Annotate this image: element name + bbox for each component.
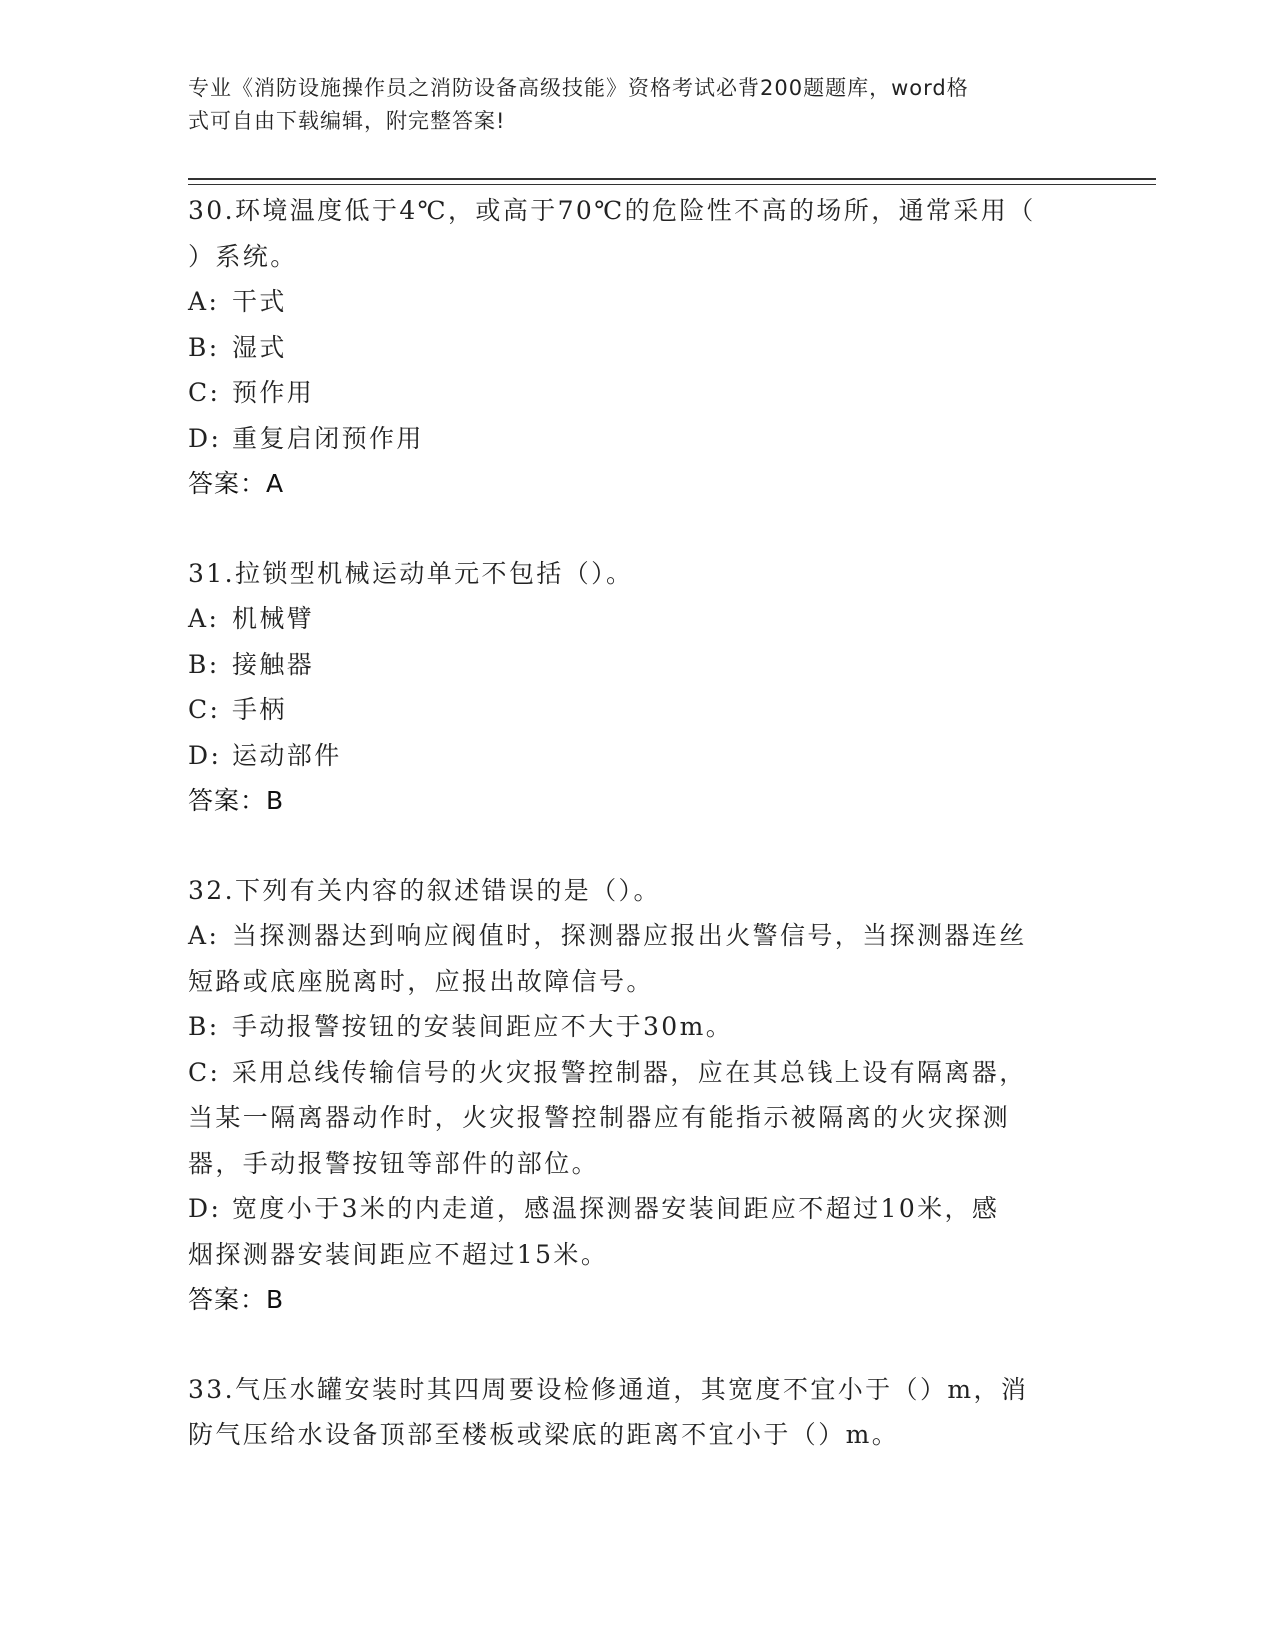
question-block (188, 1367, 1088, 1458)
option-letter: C: (188, 378, 221, 407)
question-block (188, 188, 1088, 507)
option-letter: B: (188, 1012, 220, 1041)
option-letter: A: (188, 604, 220, 633)
header-divider-thin (188, 184, 1156, 185)
answer-label: 答案：B (188, 1285, 285, 1314)
option-text: 接触器 (232, 649, 315, 679)
option-letter: D: (188, 1194, 222, 1223)
option-letter: B: (188, 649, 220, 679)
option-letter: D: (188, 423, 222, 453)
question-list (188, 188, 1088, 1502)
question-stem-line: 33.气压水罐安装时其四周要设检修通道，其宽度不宜小于（）m，消 (188, 1374, 1029, 1404)
question-stem-line: ）系统。 (188, 241, 298, 271)
option-text: 手动报警按钮的安装间距应不大于30m。 (232, 1012, 734, 1041)
option-row (188, 1050, 1088, 1096)
option-letter: B: (188, 332, 220, 362)
option-text: 运动部件 (232, 740, 342, 770)
option-row (188, 416, 1088, 462)
header-line-2: 式可自由下载编辑，附完整答案! (188, 109, 506, 133)
option-row (188, 733, 1088, 779)
option-text: 机械臂 (232, 604, 315, 633)
option-continuation-line: 短路或底座脱离时，应报出故障信号。 (188, 966, 654, 996)
question-stem-line: 32.下列有关内容的叙述错误的是（）。 (188, 875, 661, 905)
option-row (188, 642, 1088, 688)
option-text: 手柄 (232, 695, 287, 724)
question-stem-line: 30.环境温度低于4℃，或高于70℃的危险性不高的场所，通常采用（ (188, 196, 1036, 225)
question-block (188, 551, 1088, 824)
option-letter: A: (188, 921, 220, 950)
option-continuation-line: 器，手动报警按钮等部件的部位。 (188, 1148, 600, 1178)
option-continuation-line: 烟探测器安装间距应不超过15米。 (188, 1239, 609, 1269)
option-text: 预作用 (232, 378, 315, 407)
option-text: 采用总线传输信号的火灾报警控制器，应在其总钱上设有隔离器， (232, 1057, 1027, 1087)
option-text: 干式 (232, 287, 287, 316)
option-text: 湿式 (232, 332, 287, 362)
answer-label: 答案：B (188, 786, 285, 815)
option-text: 重复启闭预作用 (232, 423, 424, 453)
question-stem-line: 防气压给水设备顶部至楼板或梁底的距离不宜小于（）m。 (188, 1420, 900, 1449)
option-row (188, 1186, 1088, 1232)
document-header (188, 72, 1068, 138)
question-stem-line: 31.拉锁型机械运动单元不包括（）。 (188, 558, 634, 588)
option-row (188, 279, 1088, 325)
option-letter: A: (188, 287, 220, 316)
option-row (188, 913, 1088, 959)
option-row (188, 687, 1088, 733)
question-block (188, 868, 1088, 1323)
header-line-1: 专业《消防设施操作员之消防设备高级技能》资格考试必背200题题库，word格 (188, 76, 969, 100)
option-letter: D: (188, 740, 222, 770)
option-letter: C: (188, 695, 221, 724)
option-row (188, 370, 1088, 416)
option-row (188, 596, 1088, 642)
answer-label: 答案：A (188, 469, 285, 498)
option-continuation-line: 当某一隔离器动作时，火灾报警控制器应有能指示被隔离的火灾探测 (188, 1103, 1011, 1132)
option-letter: C: (188, 1057, 221, 1087)
option-row (188, 325, 1088, 371)
option-row (188, 1004, 1088, 1050)
option-text: 宽度小于3米的内走道，感温探测器安装间距应不超过10米，感 (232, 1194, 1000, 1223)
header-divider-thick (188, 178, 1156, 180)
option-text: 当探测器达到响应阀值时，探测器应报出火警信号，当探测器连丝 (232, 921, 1027, 950)
